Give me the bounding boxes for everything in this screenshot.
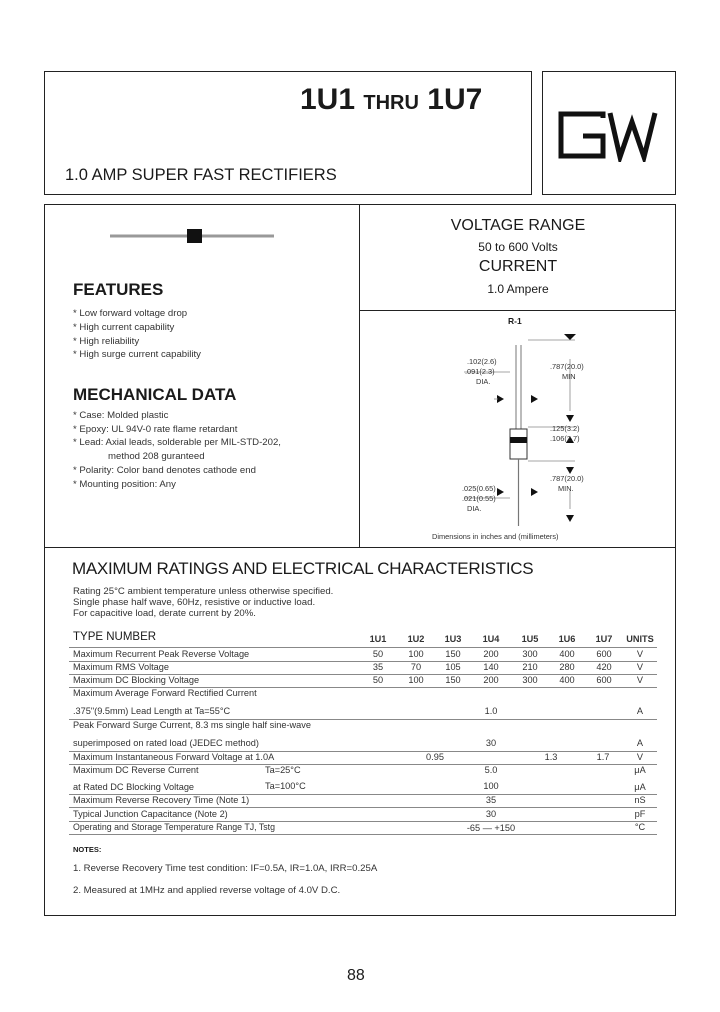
dim-lead-dia-label: DIA. <box>476 377 491 386</box>
avg-current-unit: A <box>636 706 644 716</box>
table-rule <box>69 807 657 808</box>
dim-len-top-1: .787(20.0) <box>550 362 584 371</box>
notes-title: NOTES: <box>73 845 102 854</box>
divider-characteristics <box>44 547 676 548</box>
trr-unit: nS <box>634 795 646 805</box>
note-item: 1. Reverse Recovery Time test condition: IF=0.5A, IR=1.0A, IRR=0.25A <box>73 863 378 874</box>
table-header-label: TYPE NUMBER <box>73 631 157 643</box>
vf-value-a: 0.95 <box>426 752 444 762</box>
mechanical-title: MECHANICAL DATA <box>73 385 237 404</box>
row-value: 35 <box>372 662 384 672</box>
col-header-1u7: 1U7 <box>595 634 613 644</box>
mechanical-item: * Epoxy: UL 94V-0 rate flame retardant <box>73 424 238 435</box>
ir-unit-1: μA <box>634 765 646 775</box>
dim-wire-1: .025(0.65) <box>462 484 496 493</box>
ir-value-2: 100 <box>483 781 499 791</box>
part-from: 1U1 <box>300 83 356 116</box>
row-value: 210 <box>522 662 538 672</box>
row-value: 50 <box>372 649 384 659</box>
col-header-1u5: 1U5 <box>521 634 539 644</box>
ir-cond-1: Ta=25°C <box>265 765 301 775</box>
row-value: 100 <box>408 649 424 659</box>
mechanical-item: * Mounting position: Any <box>73 479 176 490</box>
row-value: 280 <box>559 662 575 672</box>
ir-unit-2: μA <box>634 782 646 792</box>
avg-current-label: Maximum Average Forward Rectified Current <box>73 688 257 698</box>
trr-value: 35 <box>485 795 497 805</box>
mechanical-item: * Case: Molded plastic <box>73 410 169 421</box>
mechanical-item: * Polarity: Color band denotes cathode end <box>73 465 256 476</box>
part-title <box>300 83 482 117</box>
package-outline-drawing <box>360 311 676 547</box>
dim-wire-2: .021(0.55) <box>462 494 496 503</box>
feature-item: * High surge current capability <box>73 349 201 360</box>
cj-label: Typical Junction Capacitance (Note 2) <box>73 809 228 819</box>
temp-label: Operating and Storage Temperature Range TJ, Tstg <box>73 822 275 832</box>
row-value: 50 <box>372 675 384 685</box>
temp-value: -65 — +150 <box>466 823 516 833</box>
row-value: 100 <box>408 675 424 685</box>
row-label: Maximum Recurrent Peak Reverse Voltage <box>73 649 250 659</box>
row-label: Maximum DC Blocking Voltage <box>73 675 200 685</box>
current-title: CURRENT <box>478 258 558 275</box>
col-header-1u1: 1U1 <box>369 634 387 644</box>
col-header-1u2: 1U2 <box>407 634 425 644</box>
surge-value: 30 <box>485 738 497 748</box>
surge-label: Peak Forward Surge Current, 8.3 ms single half sine-wave <box>73 720 311 730</box>
row-value: 600 <box>596 675 612 685</box>
row-value: 150 <box>445 675 461 685</box>
row-value: 105 <box>445 662 461 672</box>
vf-value-c: 1.7 <box>596 752 610 762</box>
section-intro-line: For capacitive load, derate current by 20%. <box>73 608 256 619</box>
package-label: R-1 <box>508 316 522 326</box>
cj-unit: pF <box>634 809 646 819</box>
row-value: 140 <box>483 662 499 672</box>
vf-unit: V <box>636 752 644 762</box>
row-value: 600 <box>596 649 612 659</box>
row-value: 200 <box>483 649 499 659</box>
vf-value-b: 1.3 <box>544 752 558 762</box>
diode-icon <box>110 226 274 246</box>
subtitle: 1.0 AMP SUPER FAST RECTIFIERS <box>65 166 337 184</box>
feature-item: * High current capability <box>73 322 175 333</box>
section-title: MAXIMUM RATINGS AND ELECTRICAL CHARACTERISTICS <box>72 559 534 578</box>
ir-cond-2: Ta=100°C <box>265 781 306 791</box>
dim-body-2: .106(2.7) <box>550 434 580 443</box>
table-rule <box>69 647 657 648</box>
row-label: Maximum RMS Voltage <box>73 662 169 672</box>
section-intro-line: Single phase half wave, 60Hz, resistive or inductive load. <box>73 597 316 608</box>
dimensions-note: Dimensions in inches and (millimeters) <box>432 532 559 541</box>
row-value: 200 <box>483 675 499 685</box>
vf-label: Maximum Instantaneous Forward Voltage at 1.0A <box>73 752 275 762</box>
temp-unit: °C <box>634 822 646 832</box>
voltage-range-title: VOLTAGE RANGE <box>450 217 586 234</box>
row-value: 300 <box>522 675 538 685</box>
ir-label-2: at Rated DC Blocking Voltage <box>73 782 195 792</box>
row-value: 150 <box>445 649 461 659</box>
features-title: FEATURES <box>73 280 164 299</box>
mechanical-item: method 208 guranteed <box>108 451 205 462</box>
current-value: 1.0 Ampere <box>487 282 549 296</box>
cj-value: 30 <box>485 809 497 819</box>
avg-current-value: 1.0 <box>484 706 498 716</box>
row-value: 420 <box>596 662 612 672</box>
logo-text: GW <box>555 108 557 109</box>
dim-body-1: .125(3.2) <box>550 424 580 433</box>
row-unit: V <box>636 649 644 659</box>
trr-label: Maximum Reverse Recovery Time (Note 1) <box>73 795 250 805</box>
note-item: 2. Measured at 1MHz and applied reverse voltage of 4.0V D.C. <box>73 885 341 896</box>
ir-value-1: 5.0 <box>484 765 498 775</box>
col-header-1u3: 1U3 <box>444 634 462 644</box>
mechanical-item: * Lead: Axial leads, solderable per MIL-STD-202, <box>73 437 281 448</box>
surge-label-2: superimposed on rated load (JEDEC method) <box>73 738 259 748</box>
page-number: 88 <box>347 967 365 984</box>
row-unit: V <box>636 662 644 672</box>
dim-len-bot-2: MIN. <box>558 484 574 493</box>
dim-len-bot-1: .787(20.0) <box>550 474 584 483</box>
part-thru: THRU <box>363 92 419 114</box>
row-value: 400 <box>559 649 575 659</box>
feature-item: * High reliability <box>73 336 140 347</box>
dim-lead-dia-1: .102(2.6) <box>467 357 497 366</box>
gw-logo <box>555 108 661 162</box>
row-unit: V <box>636 675 644 685</box>
section-intro-line: Rating 25°C ambient temperature unless otherwise specified. <box>73 586 334 597</box>
row-value: 70 <box>410 662 422 672</box>
feature-item: * Low forward voltage drop <box>73 308 188 319</box>
row-value: 300 <box>522 649 538 659</box>
col-header-units: UNITS <box>626 634 654 644</box>
col-header-1u6: 1U6 <box>558 634 576 644</box>
dim-len-top-2: MIN <box>562 372 576 381</box>
part-to: 1U7 <box>427 83 483 116</box>
dim-wire-label: DIA. <box>467 504 482 513</box>
avg-current-label-2: .375"(9.5mm) Lead Length at Ta=55°C <box>73 706 231 716</box>
row-value: 400 <box>559 675 575 685</box>
voltage-range-value: 50 to 600 Volts <box>478 240 558 254</box>
surge-unit: A <box>636 738 644 748</box>
ir-label: Maximum DC Reverse Current <box>73 765 199 775</box>
col-header-1u4: 1U4 <box>482 634 500 644</box>
dim-lead-dia-2: .091(2.3) <box>465 367 495 376</box>
table-rule <box>69 834 657 835</box>
